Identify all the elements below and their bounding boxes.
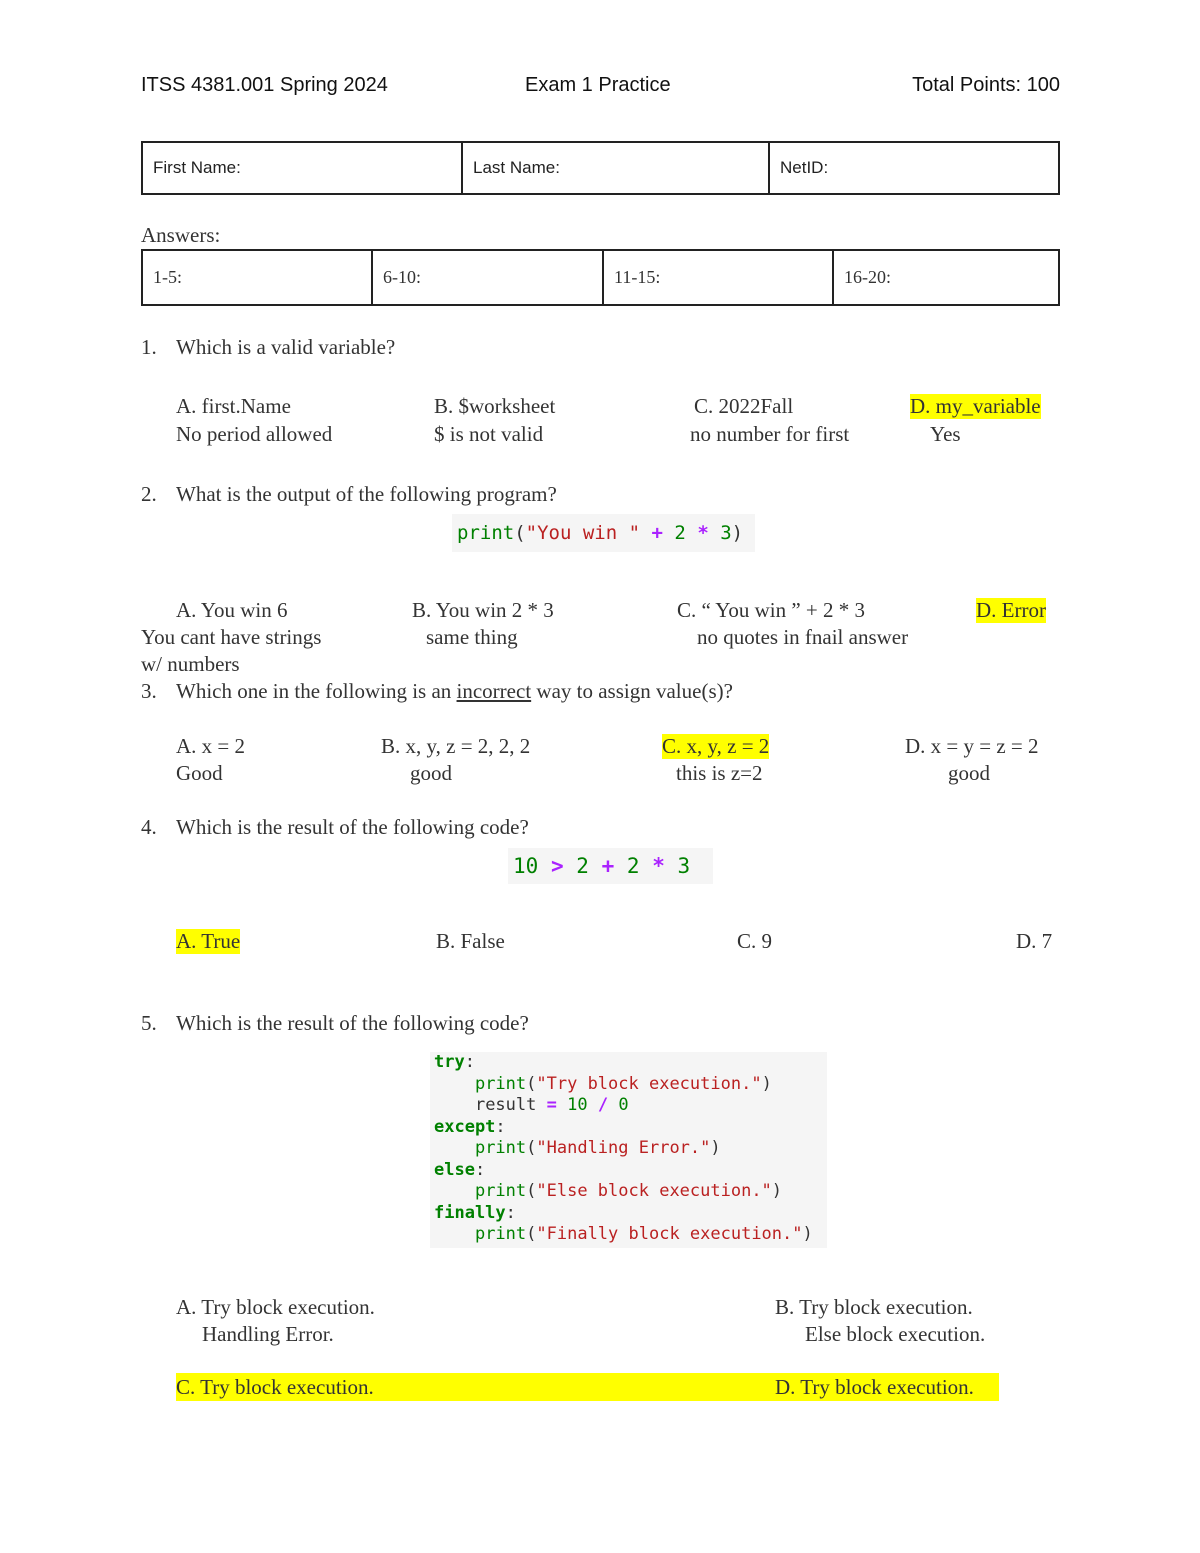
code-token: * <box>652 854 665 878</box>
netid-field[interactable] <box>769 142 1059 194</box>
code-token: except <box>434 1116 496 1137</box>
question-text-part: way to assign value(s)? <box>531 679 733 703</box>
option-note: $ is not valid <box>434 422 544 446</box>
code-token: ( <box>526 1073 537 1094</box>
code-token: "Try block execution." <box>536 1073 762 1094</box>
first-name-label: First Name: <box>153 158 241 177</box>
question-text <box>176 679 733 704</box>
code-token: print <box>474 1138 527 1158</box>
answer-range-label: 1-5: <box>153 267 182 287</box>
option-note: Yes <box>930 422 961 446</box>
option-note: this is z=2 <box>676 761 763 785</box>
answers-label: Answers: <box>141 223 221 247</box>
code-token: 3 <box>677 854 691 878</box>
option-note: no quotes in fnail answer <box>697 625 909 649</box>
option-b: B. False <box>436 929 505 953</box>
option-a: A. x = 2 <box>176 734 246 758</box>
option-c: C. 9 <box>737 929 773 953</box>
answer-cell-11-15[interactable] <box>603 250 833 305</box>
code-token: ) <box>802 1224 813 1244</box>
question-number: 1. <box>141 335 157 359</box>
question-text: What is the output of the following program? <box>176 482 557 506</box>
name-table <box>141 141 1060 195</box>
option-note: Good <box>176 761 223 785</box>
code-token: "You win " <box>525 522 641 544</box>
code-token: finally <box>434 1202 506 1223</box>
option-note: You cant have strings <box>141 625 322 649</box>
option-d: D. x = y = z = 2 <box>905 734 1039 758</box>
answer-range-label: 6-10: <box>383 267 421 287</box>
code-token: else <box>434 1159 475 1180</box>
code-token: print <box>457 522 515 544</box>
option-c-correct: C. Try block execution. <box>176 1375 374 1399</box>
question-text: Which is the result of the following code? <box>176 815 529 839</box>
last-name-field[interactable] <box>462 142 769 194</box>
code-token: 10 <box>567 1095 588 1115</box>
code-token: : <box>505 1202 516 1223</box>
code-token: try <box>434 1052 465 1072</box>
code-block <box>452 514 755 552</box>
code-token: + <box>651 522 663 544</box>
last-name-label: Last Name: <box>473 158 560 177</box>
code-block <box>508 848 713 884</box>
answer-range-label: 16-20: <box>844 267 891 287</box>
answer-range-label: 11-15: <box>614 267 661 287</box>
code-block <box>430 1052 827 1248</box>
question-text: Which is a valid variable? <box>176 335 396 359</box>
code-token: 2 <box>626 854 640 878</box>
code-token: ) <box>761 1073 772 1094</box>
course-title: ITSS 4381.001 Spring 2024 <box>141 74 388 96</box>
option-note: good <box>410 761 452 785</box>
code-token: print <box>474 1181 527 1201</box>
answers-table <box>141 249 1060 306</box>
code-token: * <box>697 522 709 544</box>
code-token: ( <box>514 522 526 544</box>
question-number: 3. <box>141 679 157 703</box>
option-a-line-2: Handling Error. <box>202 1322 334 1346</box>
option-c-correct: C. x, y, z = 2 <box>662 734 770 758</box>
question-number: 5. <box>141 1011 157 1035</box>
option-c: C. 2022Fall <box>694 394 794 418</box>
option-note: same thing <box>426 625 518 649</box>
option-b-line-2: Else block execution. <box>805 1322 986 1346</box>
option-b: B. Try block execution. <box>775 1295 973 1319</box>
answer-cell-1-5[interactable] <box>142 250 372 305</box>
code-token: ( <box>526 1181 537 1201</box>
option-d: D. 7 <box>1016 929 1053 953</box>
code-token: "Else block execution." <box>536 1181 772 1201</box>
code-token: 2 <box>576 854 589 878</box>
code-token: ( <box>526 1138 537 1158</box>
option-a: A. You win 6 <box>176 598 288 622</box>
code-token: print <box>474 1224 527 1244</box>
code-token: : <box>464 1052 475 1072</box>
question-number: 4. <box>141 815 157 839</box>
option-a-correct: A. True <box>176 929 241 953</box>
question-text-emphasis: incorrect <box>456 679 532 703</box>
netid-label: NetID: <box>780 158 829 177</box>
code-token: result <box>474 1095 537 1115</box>
code-token: + <box>601 854 615 878</box>
option-c: C. “ You win ” + 2 * 3 <box>677 598 866 622</box>
code-token: ( <box>526 1224 537 1244</box>
code-token: : <box>495 1116 506 1137</box>
code-token: : <box>474 1159 486 1180</box>
code-token: "Handling Error." <box>536 1138 711 1158</box>
option-note: No period allowed <box>176 422 333 446</box>
question-text-part: Which one in the following is an <box>176 679 457 703</box>
option-a: A. Try block execution. <box>176 1295 375 1319</box>
code-token: = <box>546 1095 557 1115</box>
option-b: B. $worksheet <box>434 394 556 418</box>
code-token: 10 <box>513 854 539 878</box>
code-token: print <box>474 1073 527 1094</box>
option-note: good <box>948 761 990 785</box>
total-points: Total Points: 100 <box>912 74 1060 96</box>
question-text: Which is the result of the following code? <box>176 1011 529 1035</box>
option-d-correct: D. Error <box>976 598 1046 622</box>
code-token: ) <box>731 522 744 544</box>
code-token: > <box>550 854 564 878</box>
exam-title: Exam 1 Practice <box>525 74 671 96</box>
first-name-field[interactable] <box>142 142 462 194</box>
answer-cell-6-10[interactable] <box>372 250 603 305</box>
option-b: B. You win 2 * 3 <box>412 598 554 622</box>
code-token: "Finally block execution." <box>536 1224 803 1244</box>
code-token: 2 <box>674 522 686 544</box>
code-token: 3 <box>720 522 732 544</box>
option-note: no number for first <box>690 422 850 446</box>
option-b: B. x, y, z = 2, 2, 2 <box>381 734 531 758</box>
option-d-correct: D. my_variable <box>910 394 1041 418</box>
code-token: ) <box>710 1138 721 1158</box>
question-number: 2. <box>141 482 157 506</box>
code-token: / <box>597 1095 609 1115</box>
code-token: ) <box>771 1181 783 1201</box>
code-token: 0 <box>618 1095 629 1115</box>
answer-cell-16-20[interactable] <box>833 250 1059 305</box>
option-a: A. first.Name <box>176 394 291 418</box>
option-d-correct: D. Try block execution. <box>775 1375 974 1399</box>
option-note: w/ numbers <box>141 652 240 676</box>
